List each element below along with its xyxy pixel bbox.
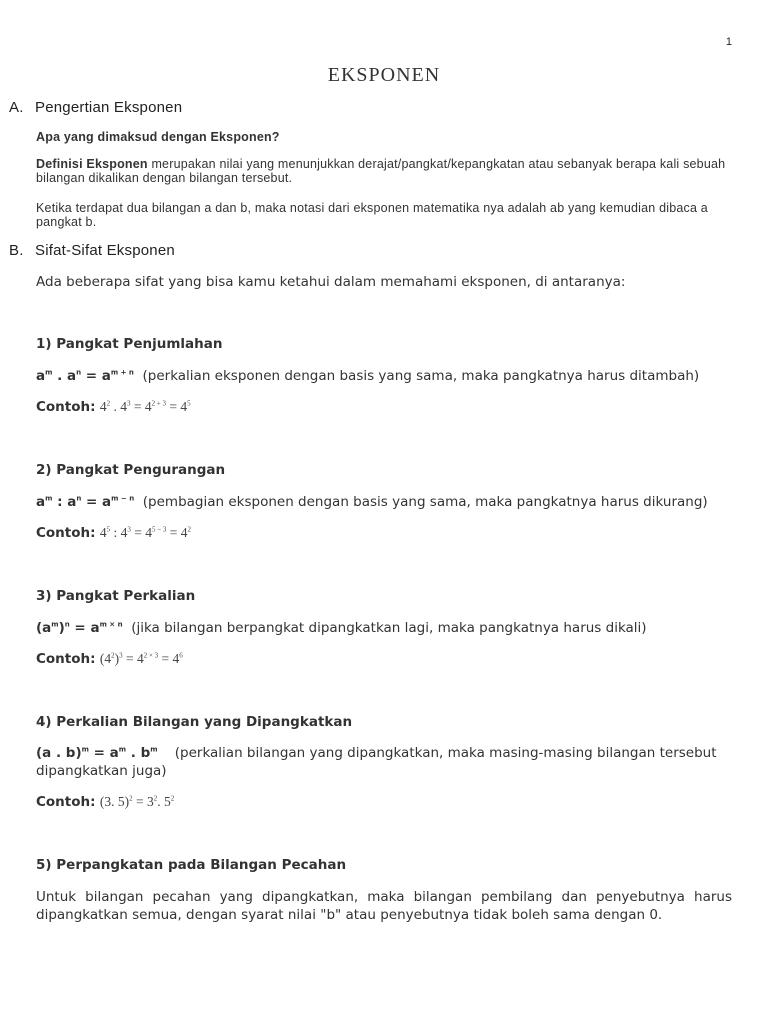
- property-1-description: (perkalian eksponen dengan basis yang sama, maka pangkatnya harus ditambah): [142, 368, 700, 384]
- document-title: EKSPONEN: [327, 64, 441, 86]
- section-b-intro: Ada beberapa sifat yang bisa kamu ketahui dalam memahami eksponen, di antaranya:: [36, 274, 626, 290]
- property-1-heading: 1) Pangkat Penjumlahan: [36, 336, 223, 352]
- property-1-example-formula: $4^2$ . $4^3 = 4^{2 + 3} = 4^5$: [99, 399, 191, 414]
- property-3-example: [36, 651, 732, 667]
- property-3-example-formula: $(4^2)^3 = 4^{2 \times 3} = 4^6$: [99, 651, 183, 666]
- notation-paragraph: Ketika terdapat dua bilangan a dan b, maka notasi dari eksponen matematika nya adalah ab yang kemudian dibaca a pangkat b.: [36, 201, 708, 229]
- contoh-label: Contoh:: [36, 525, 96, 541]
- section-a-heading: [9, 99, 732, 116]
- property-2-example-formula: $4^5$ : $4^3 = 4^{5 - 3} = 4^2$: [99, 525, 192, 540]
- property-2-example: [36, 525, 732, 541]
- page-number: 1: [725, 36, 732, 48]
- section-b-title: Sifat-Sifat Eksponen: [35, 242, 175, 259]
- property-2-formula: $a^m$ : $a^n = a^{m - n}$: [36, 494, 135, 510]
- contoh-label: Contoh:: [36, 399, 96, 415]
- property-4-formula: (a . $b)^m = a^m$ . $b^m$: [36, 745, 158, 761]
- definition-term: Definisi Eksponen: [36, 157, 148, 171]
- property-3-heading: 3) Pangkat Perkalian: [36, 588, 196, 604]
- section-b-heading: [9, 242, 732, 259]
- definition-text: merupakan nilai yang menunjukkan derajat/pangkat/kepangkatan atau sebanyak berapa kali sebuah bilangan dikalikan dengan bilangan tersebut.: [36, 157, 726, 185]
- property-1-formula-line: [36, 367, 732, 385]
- property-4-example: [36, 794, 732, 810]
- property-4-heading: 4) Perkalian Bilangan yang Dipangkatkan: [36, 714, 353, 730]
- property-4-description: (perkalian bilangan yang dipangkatkan, maka masing-masing bilangan tersebut dipangkatkan juga): [36, 745, 717, 779]
- section-b-letter: B.: [9, 242, 24, 259]
- property-4-formula-line: [36, 744, 732, 780]
- property-2-heading: 2) Pangkat Pengurangan: [36, 462, 226, 478]
- contoh-label: Contoh:: [36, 651, 96, 667]
- definition-paragraph: [36, 157, 732, 185]
- section-a-question: Apa yang dimaksud dengan Eksponen?: [36, 130, 280, 144]
- property-2-description: (pembagian eksponen dengan basis yang sama, maka pangkatnya harus dikurang): [142, 494, 708, 510]
- property-1-formula: $a^m$ . $a^n = a^{m + n}$: [36, 368, 134, 384]
- property-3-formula-line: [36, 619, 732, 637]
- property-2-formula-line: [36, 493, 732, 511]
- property-3-description: (jika bilangan berpangkat dipangkatkan lagi, maka pangkatnya harus dikali): [131, 620, 647, 636]
- property-5-heading: 5) Perpangkatan pada Bilangan Pecahan: [36, 857, 347, 873]
- property-4-example-formula: (3. $5)^2 = 3^2$. $5^2$: [99, 794, 175, 809]
- property-5-text: Untuk bilangan pecahan yang dipangkatkan, maka bilangan pembilang dan penyebutnya harus dipangkatkan semua, dengan syarat nilai "b" atau penyebutnya tidak boleh sama dengan 0.: [36, 889, 732, 923]
- property-3-formula: $(a^m)^n = a^{m \times n}$: [36, 620, 123, 636]
- contoh-label: Contoh:: [36, 794, 96, 810]
- section-a-title: Pengertian Eksponen: [35, 99, 183, 116]
- property-1-example: [36, 399, 732, 415]
- section-a-letter: A.: [9, 99, 24, 116]
